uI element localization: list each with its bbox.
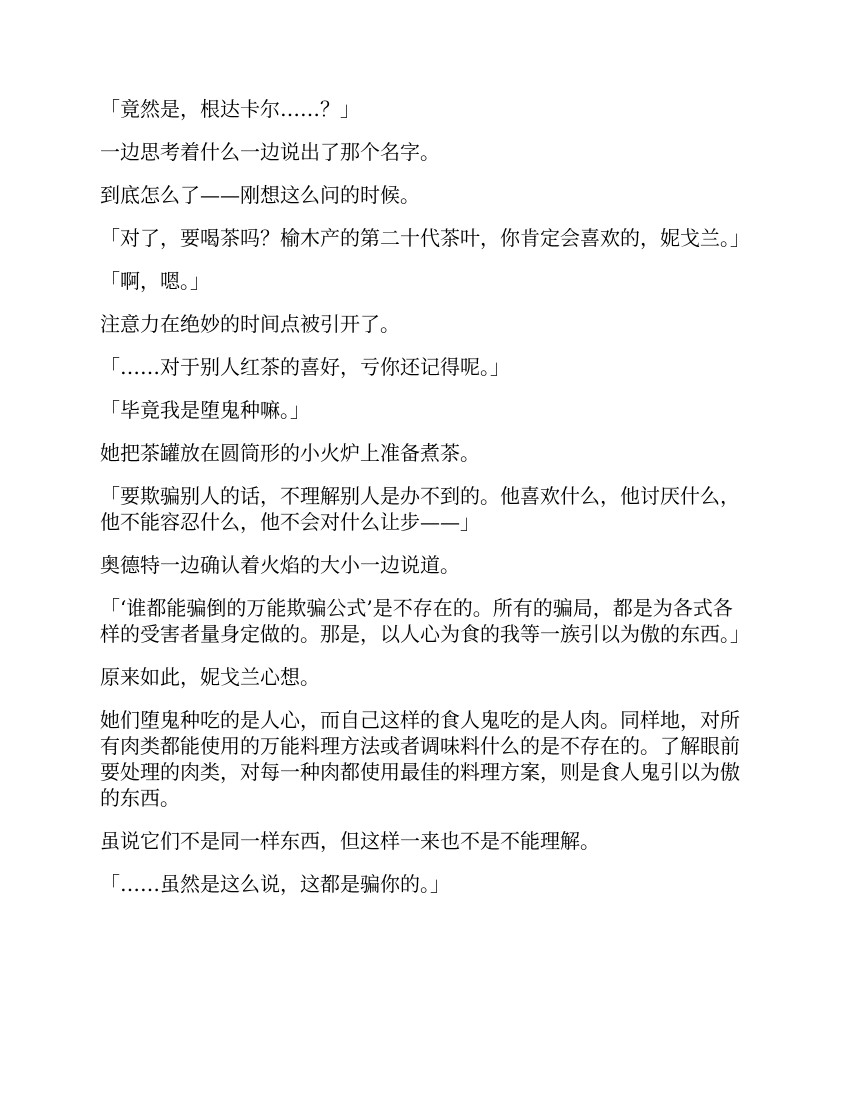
paragraph-narration: 奥德特一边确认着火焰的大小一边说道。: [100, 553, 460, 577]
paragraph-narration: 她把茶罐放在圆筒形的小火炉上准备煮茶。: [100, 441, 480, 465]
paragraph-dialogue: 「对了，要喝茶吗？榆木产的第二十代茶叶，你肯定会喜欢的，妮戈兰。」: [100, 226, 750, 250]
paragraph-narration: 到底怎么了——刚想这么问的时候。: [100, 183, 420, 207]
paragraph-dialogue: 「……虽然是这么说，这都是骗你的。」: [100, 872, 450, 896]
paragraph-dialogue: 「毕竟我是堕鬼种嘛。」: [100, 398, 310, 422]
paragraph-dialogue: 「‘谁都能骗倒的万能欺骗公式’是不存在的。所有的骗局，都是为各式各样的受害者量身定做的。那是，以人心为食的我等一族引以为傲的东西。」: [100, 596, 750, 646]
paragraph-narration: 她们堕鬼种吃的是人心，而自己这样的食人鬼吃的是人肉。同样地，对所有肉类都能使用的万能料理方法或者调味料什么的是不存在的。了解眼前要处理的肉类，对每一种肉都使用最佳的料理方案，则是食人鬼引以为傲的东西。: [100, 708, 740, 810]
paragraph-narration: 虽说它们不是同一样东西，但这样一来也不是不能理解。: [100, 829, 600, 853]
paragraph-narration: 原来如此，妮戈兰心想。: [100, 665, 320, 689]
paragraph-dialogue: 「……对于别人红茶的喜好，亏你还记得呢。」: [100, 355, 510, 379]
document-page: [100, 96, 750, 914]
paragraph-narration: 一边思考着什么一边说出了那个名字。: [100, 140, 440, 164]
paragraph-dialogue: 「竟然是，根达卡尔……？」: [100, 97, 360, 121]
paragraph-dialogue: 「啊，嗯。」: [100, 269, 210, 293]
paragraph-narration: 注意力在绝妙的时间点被引开了。: [100, 312, 400, 336]
paragraph-dialogue: 「要欺骗别人的话，不理解别人是办不到的。他喜欢什么，他讨厌什么，他不能容忍什么，他不会对什么让步——」: [100, 484, 740, 534]
